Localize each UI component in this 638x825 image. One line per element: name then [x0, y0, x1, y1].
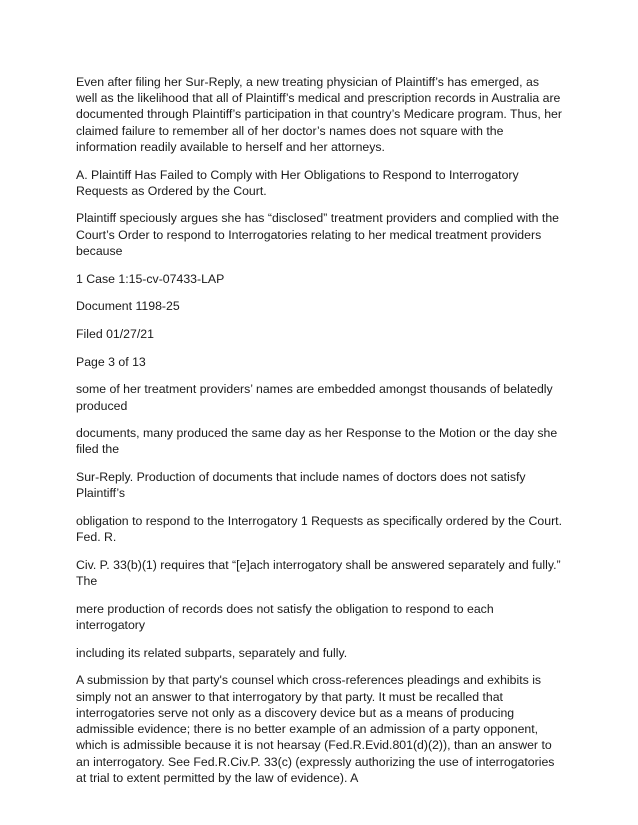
page-header-page-number: Page 3 of 13	[76, 354, 146, 369]
paragraph-line-documents-produced: documents, many produced the same day as her Response to the Motion or the day she filed the	[76, 426, 558, 457]
paragraph-disclosed-providers: Plaintiff speciously argues she has “disclosed” treatment providers and complied with the Court’s Order to respond to Interrogatories relating to her medical treatment providers because	[76, 211, 560, 258]
paragraph-line-names-embedded: some of her treatment providers’ names are embedded amongst thousands of belatedly produced	[76, 382, 553, 413]
paragraph-surreply-physician: Even after filing her Sur-Reply, a new treating physician of Plaintiff’s has emerged, as well as the likelihood that all of Plaintiff’s medical and prescription records in Australia are documented through Plaintiff’s participation in that country’s Medicare program. Thus, her claimed failure to remember all of her doctor’s names does not square with the information readily available to herself and her attorneys.	[76, 75, 562, 154]
paragraph-line-surreply-production: Sur-Reply. Production of documents that include names of doctors does not satisfy Plaintiff’s	[76, 470, 526, 501]
page-header-document-number: Document 1198-25	[76, 299, 180, 314]
paragraph-line-rule-33: Civ. P. 33(b)(1) requires that “[e]ach interrogatory shall be answered separately and fully.” The	[76, 557, 561, 589]
paragraph-line-subparts: including its related subparts, separately and fully.	[76, 645, 348, 660]
paragraph-line-obligation: obligation to respond to the Interrogatory 1 Requests as specifically ordered by the Court. Fed. R.	[76, 514, 563, 545]
page-header-case-number: 1 Case 1:15-cv-07433-LAP	[76, 271, 225, 286]
section-heading-a: A. Plaintiff Has Failed to Comply with Her Obligations to Respond to Interrogatory Requests as Ordered by the Court.	[76, 167, 519, 198]
paragraph-line-mere-production: mere production of records does not satisfy the obligation to respond to each interrogatory	[76, 601, 494, 633]
paragraph-counsel-submission: A submission by that party's counsel which cross-references pleadings and exhibits is simply not an answer to that interrogatory by that party. It must be recalled that interrogatories serve not only as a discovery device but as a means of producing admissible evidence; there is no better example of an admission of a party opponent, which is admissible because it is not hearsay (Fed.R.Evid.801(d)(2)), than an answer to an interrogatory. See Fed.R.Civ.P. 33(c) (expressly authorizing the use of interrogatories at trial to extent permitted by the law of evidence). A	[76, 673, 555, 785]
page-header-filed-date: Filed 01/27/21	[76, 326, 154, 341]
